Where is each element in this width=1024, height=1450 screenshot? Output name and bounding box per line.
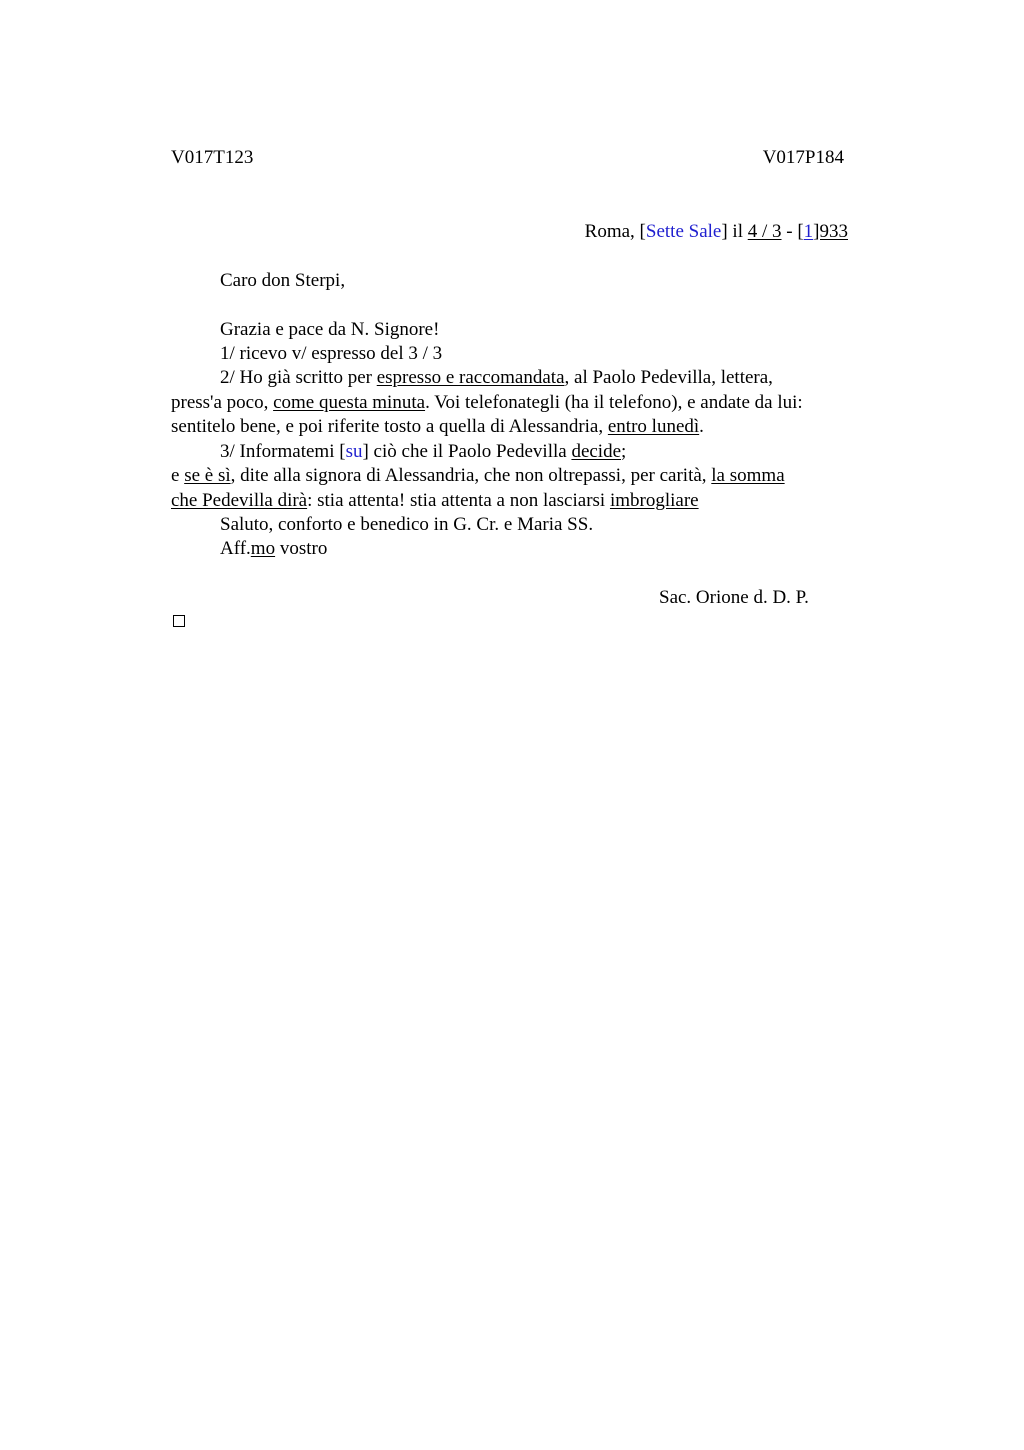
text-run: 3/ Informatemi [	[220, 441, 346, 462]
dateline-mid: ] il	[721, 221, 748, 242]
document-code-left: V017T123	[171, 147, 254, 168]
item-2-line-3	[171, 415, 704, 439]
text-run: ] ciò che il Paolo Pedevilla	[362, 441, 572, 462]
dateline-year-rest: ]933	[813, 221, 848, 242]
text-run: e	[171, 465, 185, 486]
end-marker-box	[173, 615, 185, 627]
editorial-insertion: su	[345, 441, 363, 462]
text-run: : stia attenta! stia attenta a non lasciarsi	[307, 490, 610, 511]
item-2-line-1	[220, 366, 773, 390]
salutation: Caro don Sterpi,	[220, 270, 346, 291]
item-1: 1/ ricevo v/ espresso del 3 / 3	[220, 343, 443, 364]
document-code-right: V017P184	[762, 147, 844, 168]
dateline-prefix: Roma, [	[584, 221, 646, 242]
text-run: sentitelo bene, e poi riferite tosto a quella di Alessandria,	[171, 416, 608, 437]
text-run: ;	[621, 441, 627, 462]
underlined-run: decide	[571, 441, 622, 462]
item-3-line-3	[171, 489, 699, 513]
underlined-run: la somma	[711, 465, 785, 486]
underlined-run: entro lunedì	[607, 416, 700, 437]
underlined-run: espresso e raccomandata	[376, 367, 565, 388]
dateline-place: Sette Sale	[645, 221, 722, 242]
underlined-run: che Pedevilla dirà	[171, 490, 308, 511]
item-3-line-2	[171, 464, 785, 488]
dateline-dash: - [	[781, 221, 804, 242]
underlined-run: mo	[250, 538, 276, 559]
item-2-line-2	[171, 391, 803, 415]
dateline-year-bracket: 1	[803, 221, 814, 242]
greeting: Grazia e pace da N. Signore!	[220, 319, 440, 340]
signature: Sac. Orione d. D. P.	[659, 587, 809, 608]
text-run: , dite alla signora di Alessandria, che non oltrepassi, per carità,	[230, 465, 712, 486]
text-run: Aff.	[220, 538, 251, 559]
underlined-run: come questa minuta	[273, 392, 426, 413]
text-run: 2/ Ho già scritto per	[220, 367, 377, 388]
dateline	[585, 220, 848, 244]
affectionate-closing	[220, 537, 327, 561]
underlined-run: se è sì	[184, 465, 231, 486]
closing: Saluto, conforto e benedico in G. Cr. e Maria SS.	[220, 514, 594, 535]
item-3-line-1	[220, 440, 626, 464]
text-run: .	[699, 416, 704, 437]
underlined-run: imbrogliare	[609, 490, 699, 511]
text-run: . Voi telefonategli (ha il telefono), e andate da lui:	[425, 392, 803, 413]
text-run: vostro	[275, 538, 328, 559]
text-run: press'a poco,	[171, 392, 274, 413]
dateline-date: 4 / 3	[747, 221, 782, 242]
text-run: , al Paolo Pedevilla, lettera,	[564, 367, 773, 388]
